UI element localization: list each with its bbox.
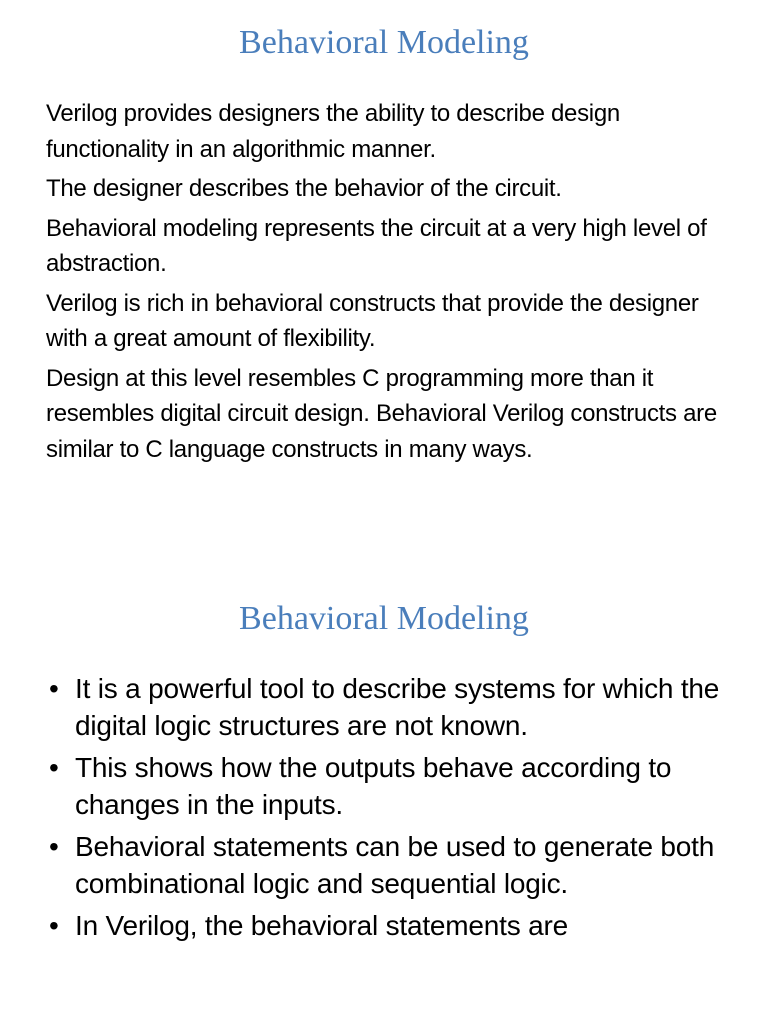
- bullet-list: [46, 670, 746, 949]
- slide-title: Behavioral Modeling: [239, 600, 529, 637]
- slide-title: Behavioral Modeling: [239, 24, 529, 61]
- bullet-item: • This shows how the outputs behave according to changes in the inputs.: [46, 749, 746, 823]
- paragraph: The designer describes the behavior of the circuit.: [46, 175, 562, 202]
- bullet-item: • Behavioral statements can be used to generate both combinational logic and sequential logic.: [46, 828, 746, 902]
- paragraph: Verilog is rich in behavioral constructs that provide the designer with a great amount of flexibility.: [46, 289, 699, 352]
- paragraph: Verilog provides designers the ability to describe design functionality in an algorithmic manner.: [46, 100, 620, 163]
- bullet-item: • It is a powerful tool to describe systems for which the digital logic structures are not known.: [46, 670, 746, 744]
- slide-body: [46, 96, 736, 471]
- paragraph: Behavioral modeling represents the circuit at a very high level of abstraction.: [46, 214, 707, 277]
- paragraph: Design at this level resembles C programming more than it resembles digital circuit design. Behavioral Verilog constructs are similar to C language constructs in many ways.: [46, 364, 717, 463]
- bullet-item: • In Verilog, the behavioral statements are: [46, 907, 746, 944]
